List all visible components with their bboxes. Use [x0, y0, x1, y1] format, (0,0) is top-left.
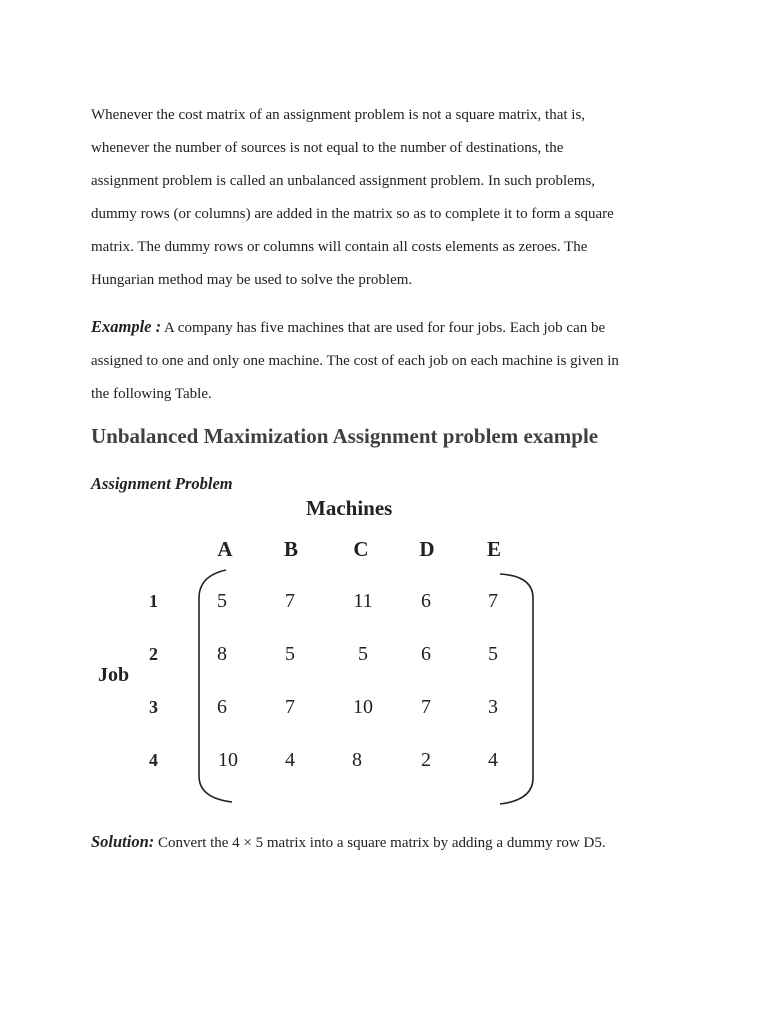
example-line: the following Table. [91, 386, 212, 402]
matrix-column-header: C [353, 537, 369, 561]
matrix-cell: 2 [421, 749, 431, 771]
matrix-cell: 4 [488, 749, 498, 771]
section-heading: Unbalanced Maximization Assignment problem example [91, 424, 599, 448]
matrix-column-header: E [486, 537, 501, 561]
example-line: A company has five machines that are used for four jobs. Each job can be [161, 320, 606, 336]
solution-paragraph [91, 830, 606, 855]
matrix-cell: 7 [285, 696, 295, 718]
matrix-row-header: 4 [149, 750, 158, 770]
matrix-row-title: Job [98, 664, 130, 686]
matrix-cell: 5 [285, 643, 295, 665]
example-paragraph [91, 310, 691, 411]
intro-line: Hungarian method may be used to solve the problem. [91, 272, 413, 288]
matrix-cell: 5 [488, 643, 498, 665]
matrix-column-header: B [283, 537, 298, 561]
matrix-cell: 6 [421, 643, 431, 665]
matrix-cell: 3 [488, 696, 498, 718]
example-label: Example : [91, 317, 162, 336]
example-line: assigned to one and only one machine. The cost of each job on each machine is given in [91, 353, 619, 369]
matrix-cell: 11 [353, 590, 373, 612]
matrix-cell: 7 [488, 590, 498, 612]
matrix-row-header: 2 [149, 644, 158, 664]
intro-line: assignment problem is called an unbalanced assignment problem. In such problems, [91, 173, 596, 189]
matrix-cell: 6 [421, 590, 431, 612]
matrix-cell: 6 [217, 696, 227, 718]
intro-line: matrix. The dummy rows or columns will contain all costs elements as zeroes. The [91, 239, 588, 255]
matrix-row-header: 1 [149, 591, 158, 611]
matrix-cell: 8 [352, 749, 362, 771]
intro-line: whenever the number of sources is not equal to the number of destinations, the [91, 140, 564, 156]
intro-line: dummy rows (or columns) are added in the matrix so as to complete it to form a square [91, 206, 614, 222]
matrix-row-header: 3 [149, 697, 158, 717]
section-subheading: Assignment Problem [91, 474, 233, 493]
matrix-cell: 5 [217, 590, 227, 612]
solution-label: Solution: [91, 832, 155, 851]
matrix-cell: 7 [285, 590, 295, 612]
matrix-column-title: Machines [306, 496, 393, 520]
matrix-cell: 4 [285, 749, 295, 771]
matrix-cell: 10 [353, 696, 373, 718]
intro-line: Whenever the cost matrix of an assignment problem is not a square matrix, that is, [91, 107, 586, 123]
matrix-cell: 5 [358, 643, 368, 665]
intro-paragraph [91, 99, 691, 297]
matrix-column-header: A [217, 537, 233, 561]
matrix-cell: 8 [217, 643, 227, 665]
solution-text: Convert the 4 × 5 matrix into a square matrix by adding a dummy row D5. [154, 835, 606, 851]
matrix-cell: 7 [421, 696, 431, 718]
matrix-column-header: D [419, 537, 435, 561]
cost-matrix [0, 490, 768, 820]
matrix-cell: 10 [218, 749, 238, 771]
